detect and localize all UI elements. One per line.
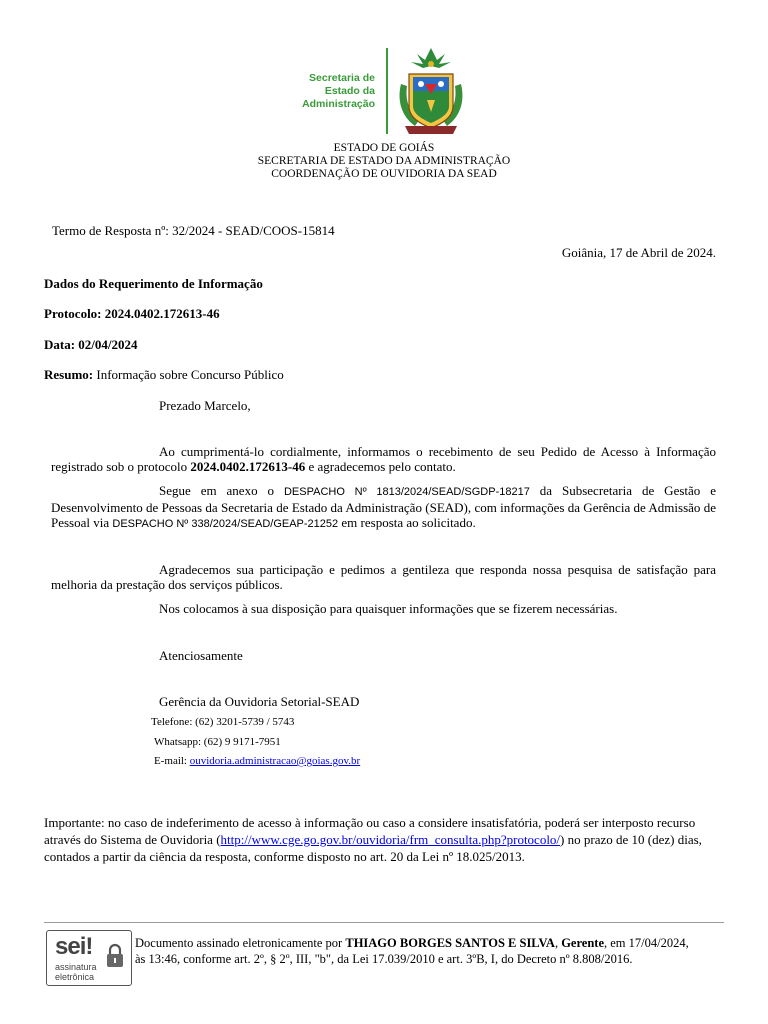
sei-logo: sei! xyxy=(55,933,93,960)
summary-line xyxy=(44,367,284,382)
contact-phone: Telefone: (62) 3201-5739 / 5743 xyxy=(151,716,295,728)
p2-text-b: da Subsecretaria de Gestão e Desenvolvimento de Pessoas da Secretaria de Estado da Administração (SEAD), com informações da Gerência de Admissão de Pessoal via xyxy=(51,483,716,530)
date-line: Data: 02/04/2024 xyxy=(44,337,138,352)
p1-text-b: e agradecemos pelo contato. xyxy=(305,459,456,474)
logo-line-1: Secretaria de xyxy=(309,72,375,84)
signer-role: Gerente xyxy=(561,936,604,950)
response-term: Termo de Resposta nº: 32/2024 - SEAD/COOS-15814 xyxy=(52,223,335,238)
header-line-state: ESTADO DE GOIÁS xyxy=(333,142,435,154)
logo-line-3: Administração xyxy=(302,98,375,110)
sig-text-a: Documento assinado eletronicamente por xyxy=(135,936,346,950)
greeting: Prezado Marcelo, xyxy=(159,398,251,413)
closing: Atenciosamente xyxy=(159,648,243,663)
header-line-coordination: COORDENAÇÃO DE OUVIDORIA DA SEAD xyxy=(271,168,497,180)
p2-text-c: em resposta ao solicitado. xyxy=(338,515,476,530)
logo-line-2: Estado da xyxy=(324,85,375,97)
footer-divider xyxy=(44,922,724,923)
lock-icon xyxy=(105,943,125,969)
summary-value: Informação sobre Concurso Público xyxy=(93,367,284,382)
sead-logo-text xyxy=(268,72,375,111)
sei-sub-1: assinatura xyxy=(55,962,97,972)
sig-separator: , xyxy=(554,936,562,950)
sei-sub-2: eletrônica xyxy=(55,972,95,982)
logo-divider xyxy=(386,48,388,134)
section-title: Dados do Requerimento de Informação xyxy=(44,276,263,291)
important-note xyxy=(44,814,716,865)
email-link[interactable]: ouvidoria.administracao@goias.gov.br xyxy=(189,755,361,767)
signature-unit: Gerência da Ouvidoria Setorial-SEAD xyxy=(159,694,360,709)
contact-whatsapp: Whatsapp: (62) 9 9171-7951 xyxy=(154,736,281,748)
sig-text-b: , em 17/04/2024, às 13:46, conforme art. 2º, § 2º, III, "b", da Lei 17.039/2010 e art. 3ºB, I, do Decreto nº 8.808/2016. xyxy=(135,936,689,966)
date-place: Goiânia, 17 de Abril de 2024. xyxy=(561,245,716,260)
contact-email xyxy=(154,755,360,768)
signer-name: THIAGO BORGES SANTOS E SILVA xyxy=(345,936,555,950)
paragraph-attachment xyxy=(51,483,716,532)
summary-label: Resumo: xyxy=(44,367,94,382)
email-label: E-mail: xyxy=(154,755,190,767)
p1-protocol: 2024.0402.172613-46 xyxy=(190,459,306,474)
important-text-b: ) no prazo de 10 (dez) dias, contados a partir da ciência da resposta, conforme disposto no art. 20 da Lei nº 18.025/2013. xyxy=(44,832,702,864)
paragraph-survey: Agradecemos sua participação e pedimos a gentileza que responda nossa pesquisa de satisfação para melhoria da prestação dos serviços públicos. xyxy=(51,562,716,592)
electronic-signature xyxy=(135,936,695,967)
important-text-a: Importante: no caso de indeferimento de acesso à informação ou caso a considere insatisfatória, poderá ser interposto recurso através do Sistema de Ouvidoria ( xyxy=(44,815,696,847)
paragraph-receipt xyxy=(51,444,716,474)
sei-seal xyxy=(46,930,132,986)
p2-despacho-1: DESPACHO Nº 1813/2024/SEAD/SGDP-18217 xyxy=(283,486,530,498)
header-line-secretariat: SECRETARIA DE ESTADO DA ADMINISTRAÇÃO xyxy=(257,155,511,167)
state-header xyxy=(184,142,584,181)
p2-text-a: Segue em anexo o xyxy=(159,483,284,498)
paragraph-availability: Nos colocamos à sua disposição para quaisquer informações que se fizerem necessárias. xyxy=(159,601,618,616)
p1-text-a: Ao cumprimentá-lo cordialmente, informamos o recebimento de seu Pedido de Acesso à Informação registrado sob o protocolo xyxy=(51,444,716,474)
p2-despacho-2: DESPACHO Nº 338/2024/SEAD/GEAP-21252 xyxy=(112,518,339,530)
protocol-line: Protocolo: 2024.0402.172613-46 xyxy=(44,306,220,321)
ouvidoria-link[interactable]: http://www.cge.go.gov.br/ouvidoria/frm_consulta.php?protocolo/ xyxy=(220,832,561,847)
coat-of-arms-icon xyxy=(395,44,467,136)
